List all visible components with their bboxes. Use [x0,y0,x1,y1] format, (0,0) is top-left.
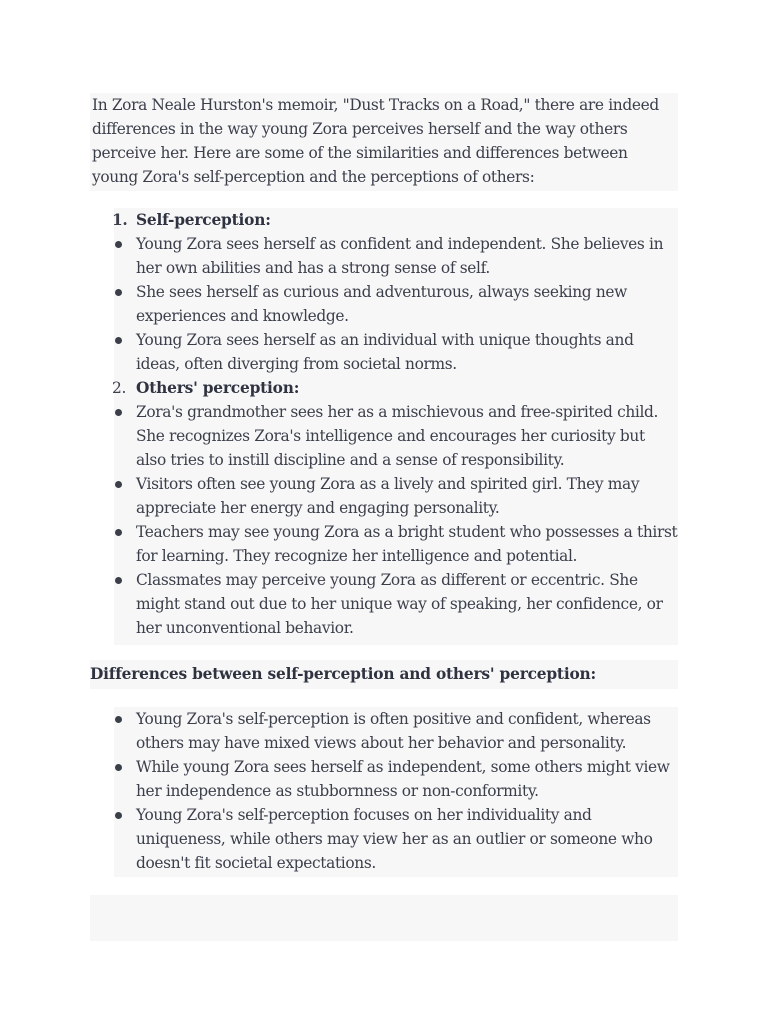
perception-lists [114,208,678,645]
differences-list [114,707,678,877]
list-item-text: While young Zora sees herself as independent, some others might view her independence as stubbornness or non-conformity. [136,758,670,800]
differences-bullets [114,707,678,875]
list-item [114,568,678,640]
list-item [114,520,678,568]
list-item-text: Young Zora's self-perception focuses on her individuality and uniqueness, while others may view her as an outlier or someone who doesn't fit societal expectations. [136,806,653,872]
list-item [114,472,678,520]
list-item-text: Teachers may see young Zora as a bright student who possesses a thirst for learning. They recognize her intelligence and potential. [136,523,678,565]
list-item [114,803,678,875]
section-number: 2. [112,379,126,397]
list-item [114,707,678,755]
section-title: Self-perception: [136,211,271,229]
list-item [114,328,678,376]
section-heading [114,376,678,400]
list-item-text: Young Zora sees herself as an individual with unique thoughts and ideas, often diverging from societal norms. [136,331,634,373]
list-item-text: Classmates may perceive young Zora as different or eccentric. She might stand out due to her unique way of speaking, her confidence, or her unconventional behavior. [136,571,663,637]
list-item-text: Zora's grandmother sees her as a mischievous and free-spirited child. She recognizes Zora's intelligence and encourages her curiosity but also tries to instill discipline and a sense of responsibility. [136,403,659,469]
section-title: Others' perception: [136,379,300,397]
section-others-perception [114,376,678,640]
list-item [114,232,678,280]
list-item-text: Visitors often see young Zora as a lively and spirited girl. They may appreciate her energy and engaging personality. [136,475,640,517]
section-self-perception [114,208,678,376]
empty-block [90,895,678,941]
list-item [114,400,678,472]
list-item [114,755,678,803]
list-item [114,280,678,328]
section-number: 1. [112,211,128,229]
list-item-text: Young Zora's self-perception is often positive and confident, whereas others may have mixed views about her behavior and personality. [136,710,651,752]
intro-paragraph: In Zora Neale Hurston's memoir, "Dust Tracks on a Road," there are indeed differences in the way young Zora perceives herself and the way others perceive her. Here are some of the similarities and differences between young Zora's self-perception and the perceptions of others: [92,96,659,186]
list-item-text: She sees herself as curious and adventurous, always seeking new experiences and knowledge. [136,283,627,325]
differences-heading: Differences between self-perception and others' perception: [90,665,597,683]
section-heading [114,208,678,232]
list-item-text: Young Zora sees herself as confident and independent. She believes in her own abilities and has a strong sense of self. [136,235,664,277]
intro-block [90,93,678,191]
differences-heading-block [90,660,678,689]
